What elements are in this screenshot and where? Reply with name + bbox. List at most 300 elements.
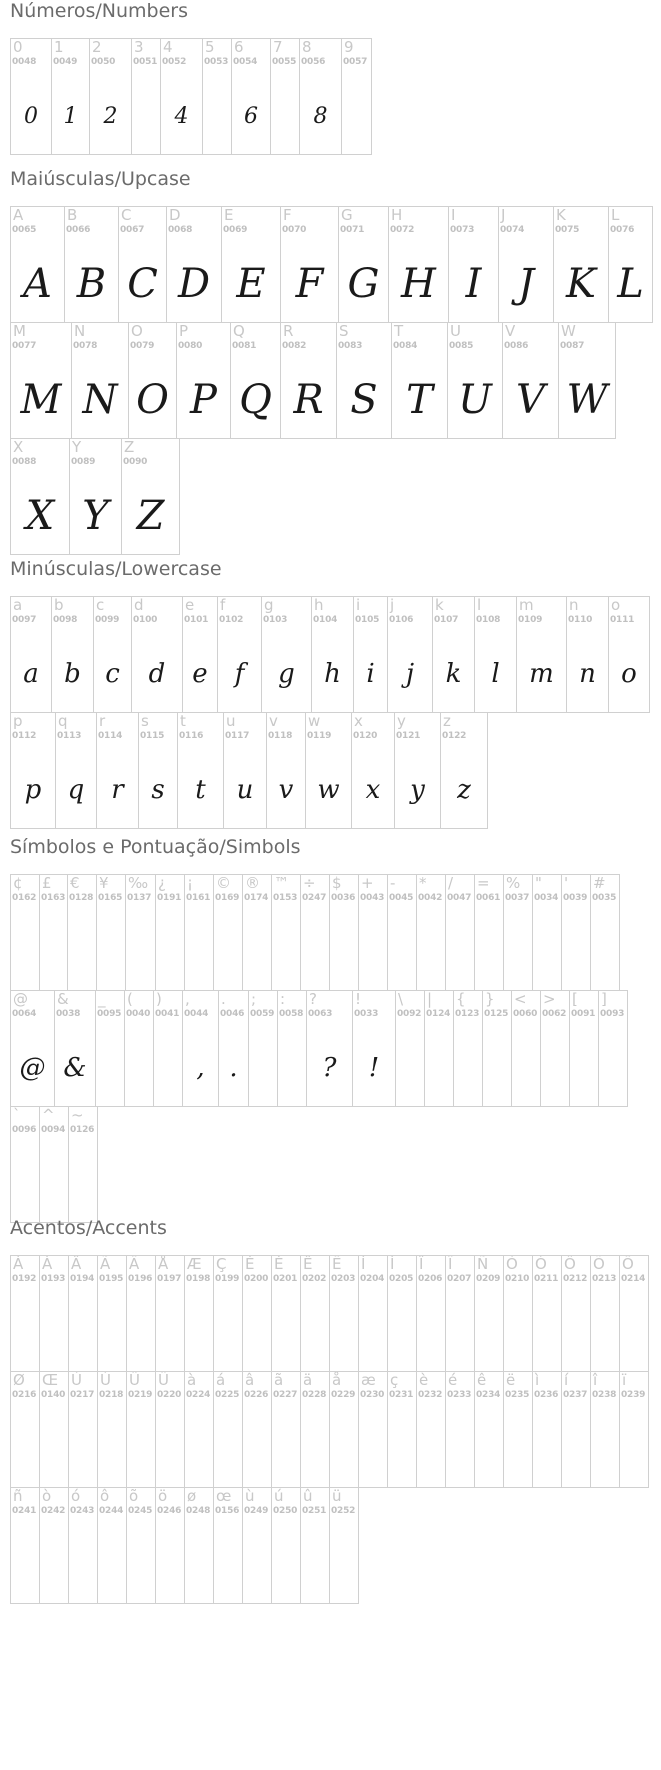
glyph-cell <box>96 712 139 829</box>
glyph-cell <box>213 874 243 991</box>
glyph-cell <box>248 990 278 1107</box>
glyph-code-label: 0102 <box>219 615 244 625</box>
glyph-cell <box>221 206 281 323</box>
glyph-preview: G <box>347 261 380 307</box>
glyph-cell <box>358 1371 388 1488</box>
glyph-code-label: 0237 <box>563 1390 588 1400</box>
glyph-cell <box>358 1255 388 1372</box>
glyph-preview: O <box>136 377 169 423</box>
glyph-cell <box>511 990 541 1107</box>
glyph-cell <box>67 874 97 991</box>
glyph-cell <box>271 1371 301 1488</box>
glyph-cell <box>266 712 306 829</box>
glyph-cell <box>218 990 249 1107</box>
glyph-code-label: 0218 <box>99 1390 124 1400</box>
glyph-cell <box>503 1255 533 1372</box>
glyph-cell <box>352 990 396 1107</box>
glyph-cell <box>388 206 449 323</box>
glyph-character-label: Æ <box>187 1255 202 1273</box>
glyph-cell <box>503 1371 533 1488</box>
glyph-character-label: A <box>13 206 24 224</box>
glyph-code-label: 0075 <box>555 225 580 235</box>
glyph-cell <box>598 990 628 1107</box>
glyph-character-label: ü <box>332 1487 342 1505</box>
glyph-code-label: 0205 <box>389 1274 414 1284</box>
glyph-character-label: Ì <box>361 1255 366 1273</box>
glyph-character-label: ( <box>127 990 133 1008</box>
glyph-character-label: C <box>121 206 132 224</box>
glyph-code-label: 0200 <box>244 1274 269 1284</box>
glyph-character-label: é <box>448 1371 458 1389</box>
glyph-code-label: 0162 <box>12 893 37 903</box>
glyph-cell <box>213 1255 243 1372</box>
glyph-character-label: ç <box>390 1371 399 1389</box>
glyph-preview: 1 <box>63 104 78 129</box>
glyph-character-label: q <box>58 712 68 730</box>
glyph-code-label: 0057 <box>343 57 368 67</box>
glyph-character-label: í <box>564 1371 569 1389</box>
glyph-code-label: 0128 <box>69 893 94 903</box>
glyph-code-label: 0090 <box>123 457 148 467</box>
glyph-character-label: è <box>419 1371 429 1389</box>
glyph-code-label: 0199 <box>215 1274 240 1284</box>
glyph-cell <box>329 1371 359 1488</box>
glyph-preview: g <box>278 659 295 689</box>
glyph-code-label: 0220 <box>157 1390 182 1400</box>
glyph-cell <box>51 38 90 155</box>
glyph-preview: p <box>24 775 42 805</box>
glyph-cell <box>68 1106 98 1223</box>
glyph-preview: N <box>82 377 118 423</box>
glyph-cell <box>453 990 483 1107</box>
glyph-character-label: Î <box>419 1255 424 1273</box>
glyph-cell <box>55 712 97 829</box>
glyph-code-label: 0232 <box>418 1390 443 1400</box>
glyph-code-label: 0045 <box>389 893 414 903</box>
glyph-cell <box>532 1255 562 1372</box>
section-title: Maiúsculas/Upcase <box>10 168 191 190</box>
glyph-preview: n <box>579 659 596 689</box>
glyph-preview: 8 <box>313 104 328 129</box>
glyph-character-label: Ø <box>13 1371 25 1389</box>
glyph-character-label: g <box>264 596 274 614</box>
glyph-character-label: = <box>477 874 490 892</box>
glyph-code-label: 0036 <box>331 893 356 903</box>
glyph-character-label: ! <box>355 990 362 1008</box>
glyph-cell <box>261 596 312 713</box>
glyph-cell <box>242 874 272 991</box>
glyph-character-label: D <box>169 206 181 224</box>
glyph-character-label: 9 <box>344 38 354 56</box>
glyph-cell <box>416 874 446 991</box>
glyph-preview: l <box>491 659 500 689</box>
glyph-character-label: ï <box>622 1371 627 1389</box>
glyph-character-label: j <box>390 596 395 614</box>
glyph-preview: m <box>529 659 554 689</box>
glyph-cell <box>97 1371 127 1488</box>
glyph-character-label: k <box>435 596 444 614</box>
glyph-preview: k <box>445 659 462 689</box>
glyph-character-label: P <box>179 322 189 340</box>
glyph-cell <box>184 1487 214 1604</box>
glyph-code-label: 0163 <box>41 893 66 903</box>
glyph-cell <box>306 990 353 1107</box>
glyph-code-label: 0203 <box>331 1274 356 1284</box>
glyph-cell <box>271 874 301 991</box>
glyph-code-label: 0165 <box>98 893 123 903</box>
glyph-preview: h <box>324 659 341 689</box>
glyph-character-label: i <box>356 596 361 614</box>
glyph-cell <box>96 874 126 991</box>
glyph-preview: I <box>465 261 482 307</box>
glyph-code-label: 0153 <box>273 893 298 903</box>
glyph-character-label: ; <box>251 990 257 1008</box>
glyph-cell <box>311 596 354 713</box>
glyph-cell <box>561 1371 591 1488</box>
glyph-character-label: ® <box>245 874 260 892</box>
glyph-code-label: 0105 <box>355 615 380 625</box>
glyph-character-label: B <box>67 206 78 224</box>
glyph-character-label: p <box>13 712 23 730</box>
glyph-preview: w <box>317 775 340 805</box>
glyph-character-label: Õ <box>593 1255 605 1273</box>
glyph-character-label: 2 <box>92 38 102 56</box>
glyph-preview: 4 <box>174 104 189 129</box>
glyph-character-label: m <box>519 596 534 614</box>
glyph-preview: u <box>236 775 254 805</box>
glyph-cell <box>155 1371 185 1488</box>
glyph-character-label: ] <box>601 990 607 1008</box>
glyph-preview: o <box>621 659 637 689</box>
glyph-character-label: : <box>280 990 286 1008</box>
glyph-cell <box>561 1255 591 1372</box>
glyph-character-label: ¢ <box>13 874 23 892</box>
glyph-code-label: 0062 <box>542 1009 567 1019</box>
glyph-cell <box>10 990 55 1107</box>
glyph-preview: y <box>410 775 425 805</box>
glyph-character-label: È <box>245 1255 255 1273</box>
glyph-code-label: 0125 <box>484 1009 509 1019</box>
glyph-character-label: 1 <box>54 38 64 56</box>
glyph-preview: r <box>111 775 124 805</box>
glyph-row <box>10 874 627 991</box>
glyph-row <box>10 1487 648 1604</box>
glyph-cell <box>10 322 72 439</box>
section-title: Minúsculas/Lowercase <box>10 558 222 580</box>
glyph-code-label: 0076 <box>610 225 635 235</box>
glyph-code-label: 0064 <box>12 1009 37 1019</box>
glyph-preview: F <box>295 261 324 307</box>
glyph-character-label: c <box>96 596 105 614</box>
glyph-preview: b <box>64 659 81 689</box>
glyph-cell <box>223 712 267 829</box>
glyph-character-label: , <box>185 990 190 1008</box>
glyph-code-label: 0097 <box>12 615 37 625</box>
glyph-cell <box>10 38 52 155</box>
glyph-preview: z <box>457 775 471 805</box>
glyph-cell <box>126 1255 156 1372</box>
glyph-character-label: Ã <box>100 1255 111 1273</box>
glyph-preview: V <box>516 377 545 423</box>
glyph-cell <box>561 874 591 991</box>
glyph-character-label: ` <box>13 1106 21 1124</box>
glyph-character-label: h <box>314 596 324 614</box>
glyph-character-label: ó <box>71 1487 81 1505</box>
glyph-character-label: z <box>443 712 451 730</box>
glyph-code-label: 0233 <box>447 1390 472 1400</box>
glyph-cell <box>217 596 262 713</box>
glyph-code-label: 0056 <box>301 57 326 67</box>
glyph-character-label: + <box>361 874 374 892</box>
glyph-code-label: 0110 <box>568 615 593 625</box>
glyph-code-label: 0248 <box>186 1506 211 1516</box>
glyph-character-label: Y <box>72 438 82 456</box>
glyph-code-label: 0065 <box>12 225 37 235</box>
glyph-code-label: 0087 <box>560 341 585 351</box>
glyph-character-label: - <box>390 874 396 892</box>
glyph-code-label: 0041 <box>155 1009 180 1019</box>
glyph-character-label: Ú <box>100 1371 111 1389</box>
glyph-cell <box>387 596 433 713</box>
glyph-character-label: Ó <box>535 1255 547 1273</box>
glyph-code-label: 0104 <box>313 615 338 625</box>
glyph-code-label: 0120 <box>353 731 378 741</box>
glyph-character-label: ¡ <box>187 874 194 892</box>
glyph-cell <box>10 206 65 323</box>
glyph-code-label: 0202 <box>302 1274 327 1284</box>
glyph-code-label: 0239 <box>621 1390 646 1400</box>
glyph-cell <box>230 322 281 439</box>
glyph-grid <box>10 1255 648 1604</box>
glyph-code-label: 0207 <box>447 1274 472 1284</box>
glyph-character-label: ê <box>477 1371 487 1389</box>
glyph-character-label: W <box>561 322 576 340</box>
glyph-character-label: œ <box>216 1487 232 1505</box>
glyph-cell <box>448 206 499 323</box>
glyph-code-label: 0210 <box>505 1274 530 1284</box>
glyph-cell <box>10 874 40 991</box>
glyph-cell <box>474 1371 504 1488</box>
glyph-cell <box>482 990 512 1107</box>
glyph-code-label: 0068 <box>168 225 193 235</box>
glyph-cell <box>68 1371 98 1488</box>
glyph-cell <box>503 874 533 991</box>
glyph-cell <box>126 1487 156 1604</box>
glyph-code-label: 0198 <box>186 1274 211 1284</box>
glyph-character-label: € <box>70 874 80 892</box>
glyph-character-label: Ö <box>622 1255 634 1273</box>
glyph-preview: t <box>195 775 206 805</box>
glyph-character-label: l <box>477 596 482 614</box>
glyph-character-label: s <box>141 712 149 730</box>
glyph-row <box>10 990 627 1107</box>
glyph-cell <box>351 712 395 829</box>
glyph-cell <box>498 206 554 323</box>
glyph-code-label: 0094 <box>41 1125 66 1135</box>
glyph-cell <box>608 206 653 323</box>
glyph-preview: d <box>148 659 166 689</box>
glyph-character-label: ~ <box>71 1106 84 1124</box>
glyph-character-label: f <box>220 596 226 614</box>
glyph-character-label: 4 <box>163 38 173 56</box>
glyph-code-label: 0053 <box>204 57 229 67</box>
glyph-character-label: Ô <box>564 1255 576 1273</box>
glyph-cell <box>445 1371 475 1488</box>
glyph-code-label: 0211 <box>534 1274 559 1284</box>
glyph-code-label: 0247 <box>302 893 327 903</box>
glyph-cell <box>68 1255 98 1372</box>
glyph-character-label: % <box>506 874 521 892</box>
glyph-cell <box>39 1255 69 1372</box>
glyph-character-label: * <box>419 874 427 892</box>
glyph-character-label: Ä <box>129 1255 140 1273</box>
glyph-cell <box>64 206 119 323</box>
glyph-character-label: | <box>427 990 433 1008</box>
glyph-code-label: 0063 <box>308 1009 333 1019</box>
glyph-character-label: ã <box>274 1371 284 1389</box>
glyph-code-label: 0206 <box>418 1274 443 1284</box>
glyph-code-label: 0169 <box>215 893 240 903</box>
glyph-character-label: # <box>593 874 606 892</box>
glyph-character-label: ù <box>245 1487 255 1505</box>
glyph-code-label: 0217 <box>70 1390 95 1400</box>
glyph-code-label: 0103 <box>263 615 288 625</box>
glyph-cell <box>300 1487 330 1604</box>
glyph-cell <box>424 990 454 1107</box>
glyph-code-label: 0078 <box>73 341 98 351</box>
glyph-code-label: 0192 <box>12 1274 37 1284</box>
glyph-cell <box>10 1255 40 1372</box>
glyph-preview: P <box>190 377 217 423</box>
glyph-code-label: 0122 <box>442 731 467 741</box>
glyph-character-label: Ò <box>506 1255 518 1273</box>
glyph-character-label: Ñ <box>477 1255 489 1273</box>
glyph-code-label: 0137 <box>127 893 152 903</box>
glyph-cell <box>242 1487 272 1604</box>
glyph-code-label: 0060 <box>513 1009 538 1019</box>
glyph-grid <box>10 596 649 829</box>
glyph-code-label: 0038 <box>56 1009 81 1019</box>
glyph-character-label: Û <box>129 1371 140 1389</box>
glyph-character-label: U <box>450 322 461 340</box>
glyph-character-label: } <box>485 990 495 1008</box>
glyph-cell <box>54 990 96 1107</box>
glyph-cell <box>329 1487 359 1604</box>
glyph-cell <box>271 1255 301 1372</box>
glyph-code-label: 0098 <box>53 615 78 625</box>
glyph-cell <box>300 874 330 991</box>
glyph-preview: C <box>127 261 158 307</box>
glyph-code-label: 0118 <box>268 731 293 741</box>
glyph-preview: M <box>20 377 62 423</box>
glyph-code-label: 0088 <box>12 457 37 467</box>
glyph-cell <box>176 322 231 439</box>
glyph-code-label: 0234 <box>476 1390 501 1400</box>
glyph-character-label: Ë <box>332 1255 342 1273</box>
glyph-code-label: 0124 <box>426 1009 451 1019</box>
glyph-character-label: R <box>283 322 294 340</box>
glyph-preview: L <box>617 261 644 307</box>
glyph-character-label: $ <box>332 874 342 892</box>
glyph-cell <box>341 38 372 155</box>
section-3 <box>10 836 627 1223</box>
glyph-code-label: 0213 <box>592 1274 617 1284</box>
glyph-cell <box>10 1371 40 1488</box>
glyph-preview: K <box>566 261 596 307</box>
glyph-code-label: 0047 <box>447 893 472 903</box>
glyph-character-label: e <box>185 596 195 614</box>
glyph-code-label: 0121 <box>396 731 421 741</box>
glyph-code-label: 0117 <box>225 731 250 741</box>
glyph-cell <box>39 1106 69 1223</box>
glyph-character-label: X <box>13 438 24 456</box>
glyph-cell <box>299 38 342 155</box>
glyph-preview: Z <box>136 493 165 539</box>
glyph-cell <box>553 206 609 323</box>
glyph-cell <box>131 38 161 155</box>
glyph-character-label: r <box>99 712 106 730</box>
glyph-cell <box>95 990 125 1107</box>
glyph-code-label: 0197 <box>157 1274 182 1284</box>
glyph-code-label: 0156 <box>215 1506 240 1516</box>
glyph-character-label: . <box>221 990 226 1008</box>
glyph-code-label: 0070 <box>282 225 307 235</box>
glyph-code-label: 0055 <box>272 57 297 67</box>
glyph-cell <box>558 322 616 439</box>
glyph-character-label: / <box>448 874 454 892</box>
glyph-cell <box>540 990 570 1107</box>
glyph-character-label: ^ <box>42 1106 55 1124</box>
glyph-row <box>10 206 652 323</box>
section-1 <box>10 168 652 555</box>
glyph-character-label: v <box>269 712 278 730</box>
glyph-cell <box>155 1487 185 1604</box>
glyph-character-label: ä <box>303 1371 313 1389</box>
glyph-preview: E <box>236 261 266 307</box>
glyph-code-label: 0229 <box>331 1390 356 1400</box>
glyph-grid <box>10 874 627 1223</box>
glyph-cell <box>182 596 218 713</box>
glyph-code-label: 0095 <box>97 1009 122 1019</box>
glyph-character-label: 6 <box>234 38 244 56</box>
glyph-cell <box>280 206 339 323</box>
glyph-cell <box>124 990 154 1107</box>
glyph-cell <box>51 596 94 713</box>
glyph-character-label: t <box>180 712 186 730</box>
glyph-cell <box>69 438 122 555</box>
glyph-preview: j <box>405 659 415 689</box>
glyph-preview: X <box>25 493 55 539</box>
glyph-cell <box>305 712 352 829</box>
glyph-character-label: @ <box>13 990 28 1008</box>
glyph-code-label: 0080 <box>178 341 203 351</box>
section-title: Símbolos e Pontuação/Simbols <box>10 836 301 858</box>
glyph-code-label: 0074 <box>500 225 525 235</box>
glyph-code-label: 0238 <box>592 1390 617 1400</box>
glyph-character-label: K <box>556 206 566 224</box>
glyph-cell <box>387 1255 417 1372</box>
glyph-cell <box>532 874 562 991</box>
glyph-cell <box>590 1255 620 1372</box>
section-0 <box>10 0 371 155</box>
glyph-character-label: ) <box>156 990 162 1008</box>
glyph-cell <box>121 438 180 555</box>
glyph-cell <box>166 206 222 323</box>
glyph-cell <box>138 712 178 829</box>
glyph-cell <box>447 322 503 439</box>
glyph-character-label: û <box>303 1487 313 1505</box>
glyph-character-label: " <box>535 874 542 892</box>
